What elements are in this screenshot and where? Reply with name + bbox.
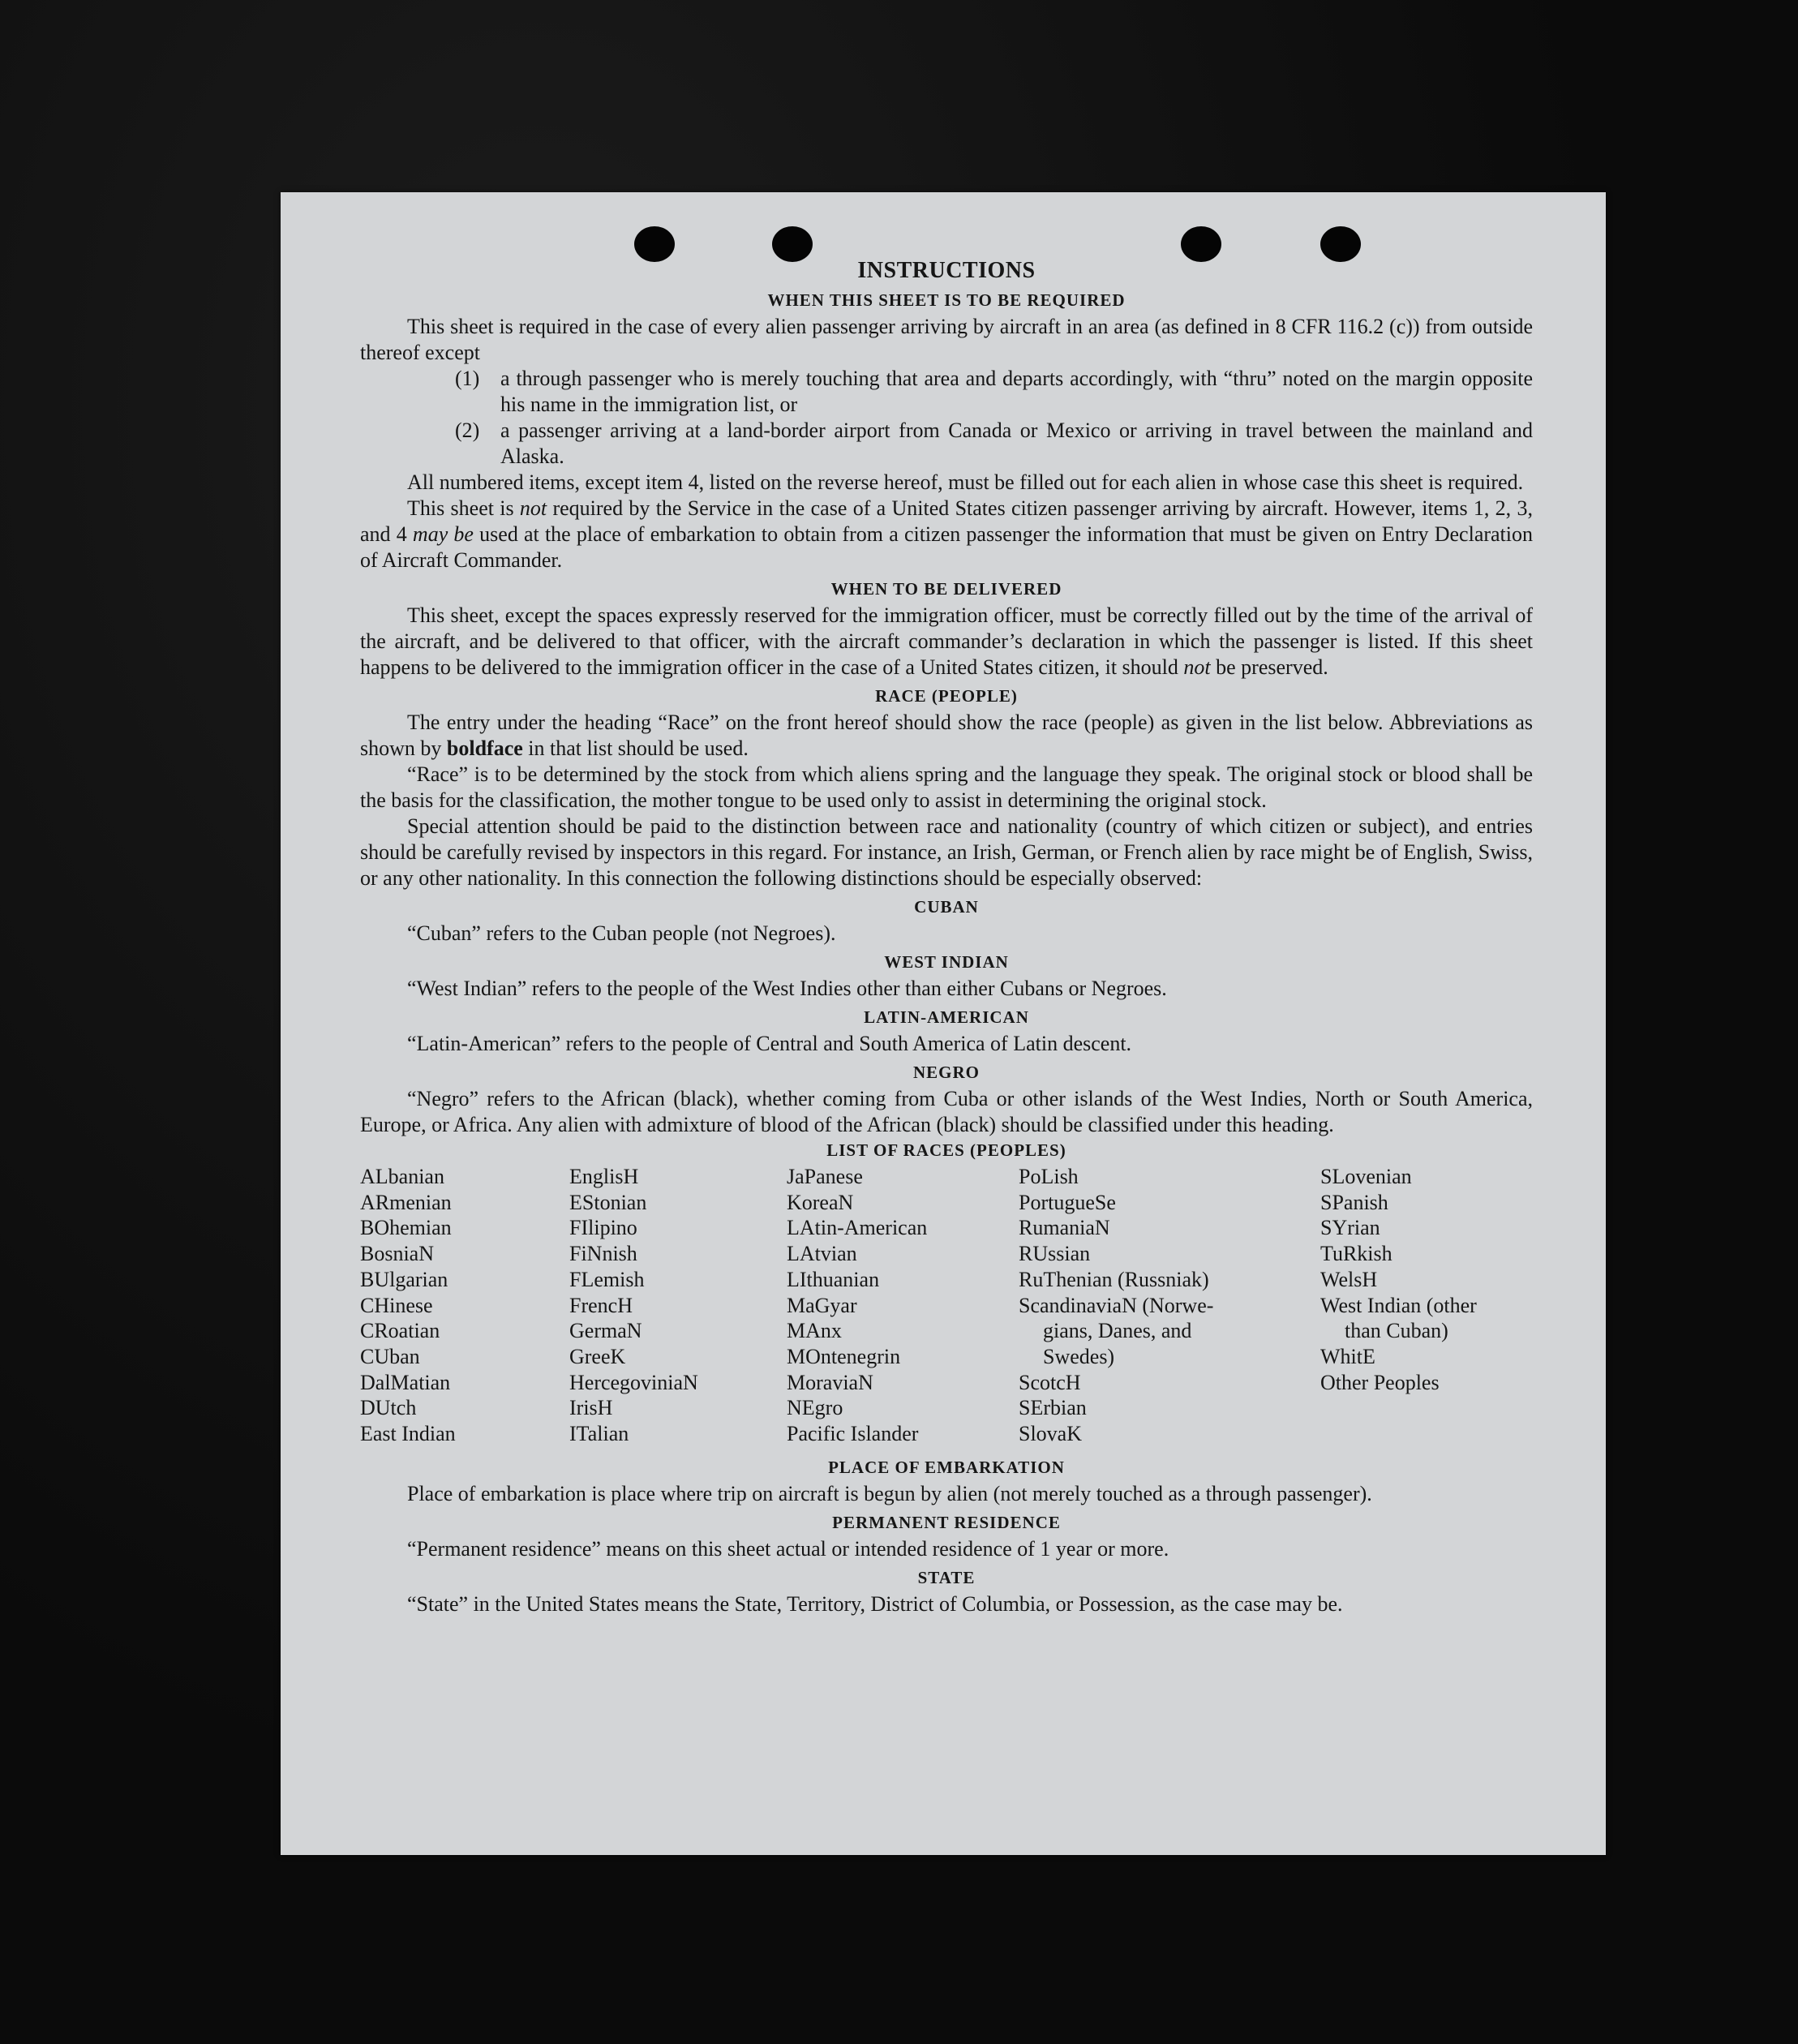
race-entry: WhitE: [1320, 1344, 1375, 1368]
item-number: (2): [455, 419, 480, 442]
race-entry: ALbanian: [360, 1165, 444, 1188]
race-entry: BOhemian: [360, 1216, 452, 1240]
paragraph: “West Indian” refers to the people of the West Indies other than either Cubans or Negroes.: [407, 977, 1167, 1000]
race-entry: JaPanese: [787, 1165, 863, 1188]
section-heading-required: WHEN THIS SHEET IS TO BE REQUIRED: [767, 290, 1126, 310]
race-entry: CHinese: [360, 1293, 433, 1317]
race-entry: LIthuanian: [787, 1267, 880, 1291]
emphasis-text: not: [1183, 655, 1211, 679]
race-entry: WelsH: [1320, 1267, 1378, 1291]
race-entry: NEgro: [787, 1396, 843, 1420]
paragraph: “Latin-American” refers to the people of Central and South America of Latin descent.: [407, 1032, 1132, 1055]
race-entry: MAnx: [787, 1319, 842, 1343]
race-entry: MOntenegrin: [787, 1344, 901, 1368]
races-column: [1019, 1164, 1320, 1447]
text-run: required by the Service in the case of a United States citizen passenger arriving by aircraft. However, items 1, 2, 3, and 4: [360, 496, 1533, 546]
race-entry: LAtvian: [787, 1242, 857, 1266]
race-entry: MoraviaN: [787, 1370, 873, 1394]
races-column: [360, 1164, 569, 1447]
section-heading-residence: PERMANENT RESIDENCE: [832, 1512, 1061, 1532]
race-entry: ARmenian: [360, 1190, 452, 1214]
race-entry: Pacific Islander: [787, 1422, 919, 1446]
text-run: be preserved.: [1210, 655, 1328, 679]
race-entry: FrencH: [569, 1293, 633, 1317]
paragraph: “Race” is to be determined by the stock from which aliens spring and the language they speak. The original stock or blood shall be the basis for the classification, the mother tongue to be used only to assist in determining the original stock.: [360, 762, 1533, 812]
race-entry: BosniaN: [360, 1242, 434, 1266]
page-title: INSTRUCTIONS: [857, 258, 1036, 283]
instruction-sheet: [281, 192, 1606, 1855]
race-entry: EnglisH: [569, 1165, 639, 1188]
text-run: This sheet, except the spaces expressly reserved for the immigration officer, must be correctly filled out by the time of the arrival of the aircraft, and be delivered to that officer, with the aircraft commander’s declaration in which the passenger is listed. If this sheet happens to be delivered to the immigration officer in the case of a United States citizen, it should: [360, 603, 1533, 679]
text-run: This sheet is: [407, 496, 520, 520]
race-entry: GreeK: [569, 1344, 626, 1368]
race-entry: SPanish: [1320, 1190, 1388, 1214]
race-entry: ScotcH: [1019, 1370, 1081, 1394]
race-entry: LAtin-American: [787, 1216, 928, 1240]
race-entry: than Cuban): [1345, 1319, 1448, 1343]
race-entry: GermaN: [569, 1319, 642, 1343]
paragraph: “State” in the United States means the State, Territory, District of Columbia, or Possession, as the case may be.: [407, 1591, 1343, 1616]
text-run: in that list should be used.: [522, 736, 749, 760]
race-entry: DalMatian: [360, 1370, 451, 1394]
section-heading-races-list: LIST OF RACES (PEOPLES): [826, 1140, 1066, 1160]
emphasis-text: not: [519, 496, 547, 520]
paragraph: [360, 603, 1533, 681]
paragraph: [360, 496, 1533, 573]
paragraph: Place of embarkation is place where trip on aircraft is begun by alien (not merely touched as a through passenger).: [407, 1481, 1372, 1505]
race-entry: RUssian: [1019, 1242, 1091, 1266]
race-entry: ITalian: [569, 1422, 629, 1446]
sheet-content: [360, 257, 1533, 1617]
paragraph: “Permanent residence” means on this sheet actual or intended residence of 1 year or more.: [407, 1536, 1169, 1561]
paragraph: [360, 710, 1533, 762]
race-entry: RumaniaN: [1019, 1216, 1110, 1240]
paragraph: This sheet is required in the case of every alien passenger arriving by aircraft in an area (as defined in 8 CFR 116.2 (c)) from outside thereof except: [360, 315, 1533, 364]
race-entry: CUban: [360, 1344, 420, 1368]
races-column: [1320, 1164, 1533, 1447]
text-run: used at the place of embarkation to obtain from a citizen passenger the information that must be given on Entry Declaration of Aircraft Commander.: [360, 522, 1533, 572]
race-entry: RuThenian (Russniak): [1019, 1267, 1209, 1291]
paragraph: “Negro” refers to the African (black), whether coming from Cuba or other islands of the West Indies, North or South America, Europe, or Africa. Any alien with admixture of blood of the African (black) should be classified under this heading.: [360, 1087, 1533, 1136]
race-entry: SYrian: [1320, 1216, 1380, 1240]
race-entry: PortugueSe: [1019, 1190, 1116, 1214]
race-entry: East Indian: [360, 1422, 456, 1446]
race-entry: KoreaN: [787, 1190, 854, 1214]
race-entry: SErbian: [1019, 1396, 1087, 1420]
text-run: The entry under the heading “Race” on the front hereof should show the race (people) as given in the list below. Abbreviations as shown by: [360, 711, 1533, 760]
races-column: [569, 1164, 787, 1447]
emphasis-text: boldface: [446, 736, 523, 760]
section-heading-latin-american: LATIN-AMERICAN: [864, 1007, 1029, 1027]
races-column: [787, 1164, 1019, 1447]
race-entry: FiNnish: [569, 1242, 637, 1266]
paragraph: Special attention should be paid to the distinction between race and nationality (country of which citizen or subject), and entries should be carefully revised by inspectors in this regard. For instance, an Irish, German, or French alien by race might be of English, Swiss, or any other nationality. In this connection the following distinctions should be especially observed:: [360, 814, 1533, 890]
race-entry: CRoatian: [360, 1319, 440, 1343]
race-entry: Swedes): [1043, 1344, 1115, 1368]
section-heading-delivered: WHEN TO BE DELIVERED: [830, 579, 1062, 599]
race-entry: gians, Danes, and: [1043, 1319, 1192, 1343]
race-entry: FIlipino: [569, 1216, 637, 1240]
races-list: [360, 1164, 1533, 1447]
race-entry: IrisH: [569, 1396, 613, 1420]
race-entry: MaGyar: [787, 1293, 857, 1317]
list-item: [360, 418, 1533, 470]
race-entry: SlovaK: [1019, 1422, 1082, 1446]
section-heading-embarkation: PLACE OF EMBARKATION: [828, 1457, 1065, 1477]
section-heading-state: STATE: [917, 1567, 976, 1587]
race-entry: HercegoviniaN: [569, 1370, 698, 1394]
race-entry: BUlgarian: [360, 1267, 448, 1291]
race-entry: Other Peoples: [1320, 1370, 1440, 1394]
race-entry: TuRkish: [1320, 1242, 1392, 1266]
item-text: a passenger arriving at a land-border airport from Canada or Mexico or arriving in travel between the mainland and Alaska.: [500, 419, 1533, 468]
paragraph: All numbered items, except item 4, listed on the reverse hereof, must be filled out for each alien in whose case this sheet is required.: [407, 470, 1524, 494]
race-entry: ScandinaviaN (Norwe-: [1019, 1293, 1214, 1317]
section-heading-race: RACE (PEOPLE): [875, 686, 1018, 706]
race-entry: DUtch: [360, 1396, 417, 1420]
item-text: a through passenger who is merely touching that area and departs accordingly, with “thru” noted on the margin opposite his name in the immigration list, or: [500, 367, 1533, 416]
paragraph: “Cuban” refers to the Cuban people (not Negroes).: [407, 921, 836, 945]
race-entry: SLovenian: [1320, 1165, 1412, 1188]
section-heading-cuban: CUBAN: [914, 897, 979, 917]
emphasis-text: may be: [412, 522, 474, 546]
list-item: [360, 366, 1533, 418]
section-heading-west-indian: WEST INDIAN: [884, 952, 1009, 972]
race-entry: FLemish: [569, 1267, 645, 1291]
race-entry: PoLish: [1019, 1165, 1079, 1188]
item-number: (1): [455, 367, 480, 390]
race-entry: EStonian: [569, 1190, 647, 1214]
section-heading-negro: NEGRO: [912, 1063, 980, 1082]
race-entry: West Indian (other: [1320, 1293, 1477, 1317]
